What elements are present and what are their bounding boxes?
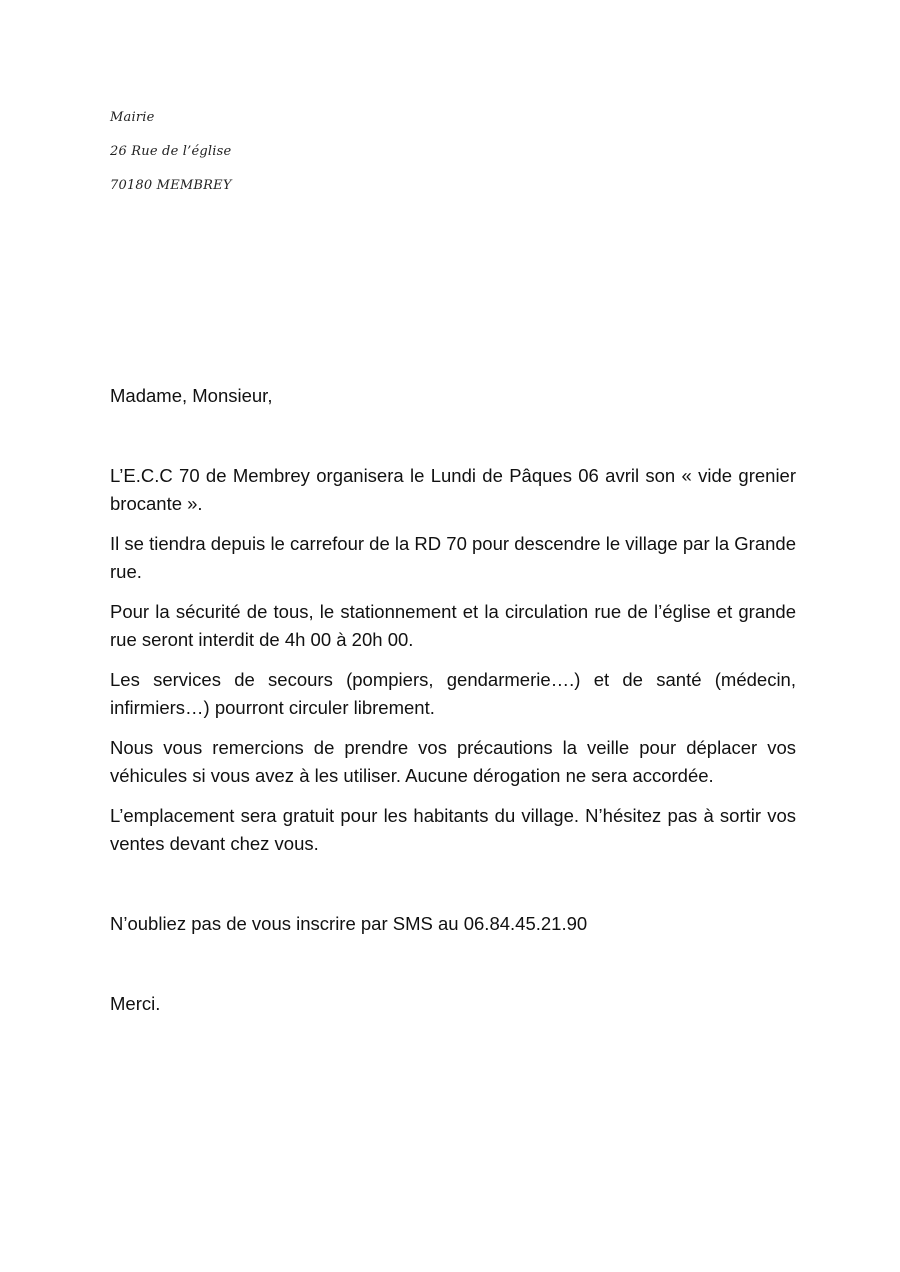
- salutation: Madame, Monsieur,: [110, 385, 273, 406]
- sms-registration-note: N’oubliez pas de vous inscrire par SMS au 06.84.45.21.90: [110, 913, 588, 934]
- closing: Merci.: [110, 993, 161, 1014]
- sender-address: [110, 106, 232, 208]
- sender-city: 70180 MEMBREY: [110, 178, 232, 193]
- sender-street: 26 Rue de l’église: [110, 144, 232, 159]
- paragraph-location: Il se tiendra depuis le carrefour de la RD 70 pour descendre le village par la Grande rue.: [110, 533, 796, 582]
- paragraph-parking-ban: Pour la sécurité de tous, le stationnement et la circulation rue de l’église et grande rue seront interdit de 4h 00 à 20h 00.: [110, 601, 796, 650]
- sender-name: Mairie: [110, 110, 155, 125]
- paragraph-emergency: Les services de secours (pompiers, gendarmerie….) et de santé (médecin, infirmiers…) pourront circuler librement.: [110, 669, 796, 718]
- paragraph-precautions: Nous vous remercions de prendre vos précautions la veille pour déplacer vos véhicules si vous avez à les utiliser. Aucune dérogation ne sera accordée.: [110, 737, 796, 786]
- paragraph-event: L’E.C.C 70 de Membrey organisera le Lundi de Pâques 06 avril son « vide grenier brocante ».: [110, 465, 796, 514]
- paragraph-free-spot: L’emplacement sera gratuit pour les habitants du village. N’hésitez pas à sortir vos ventes devant chez vous.: [110, 805, 796, 854]
- letter-body: [110, 462, 796, 870]
